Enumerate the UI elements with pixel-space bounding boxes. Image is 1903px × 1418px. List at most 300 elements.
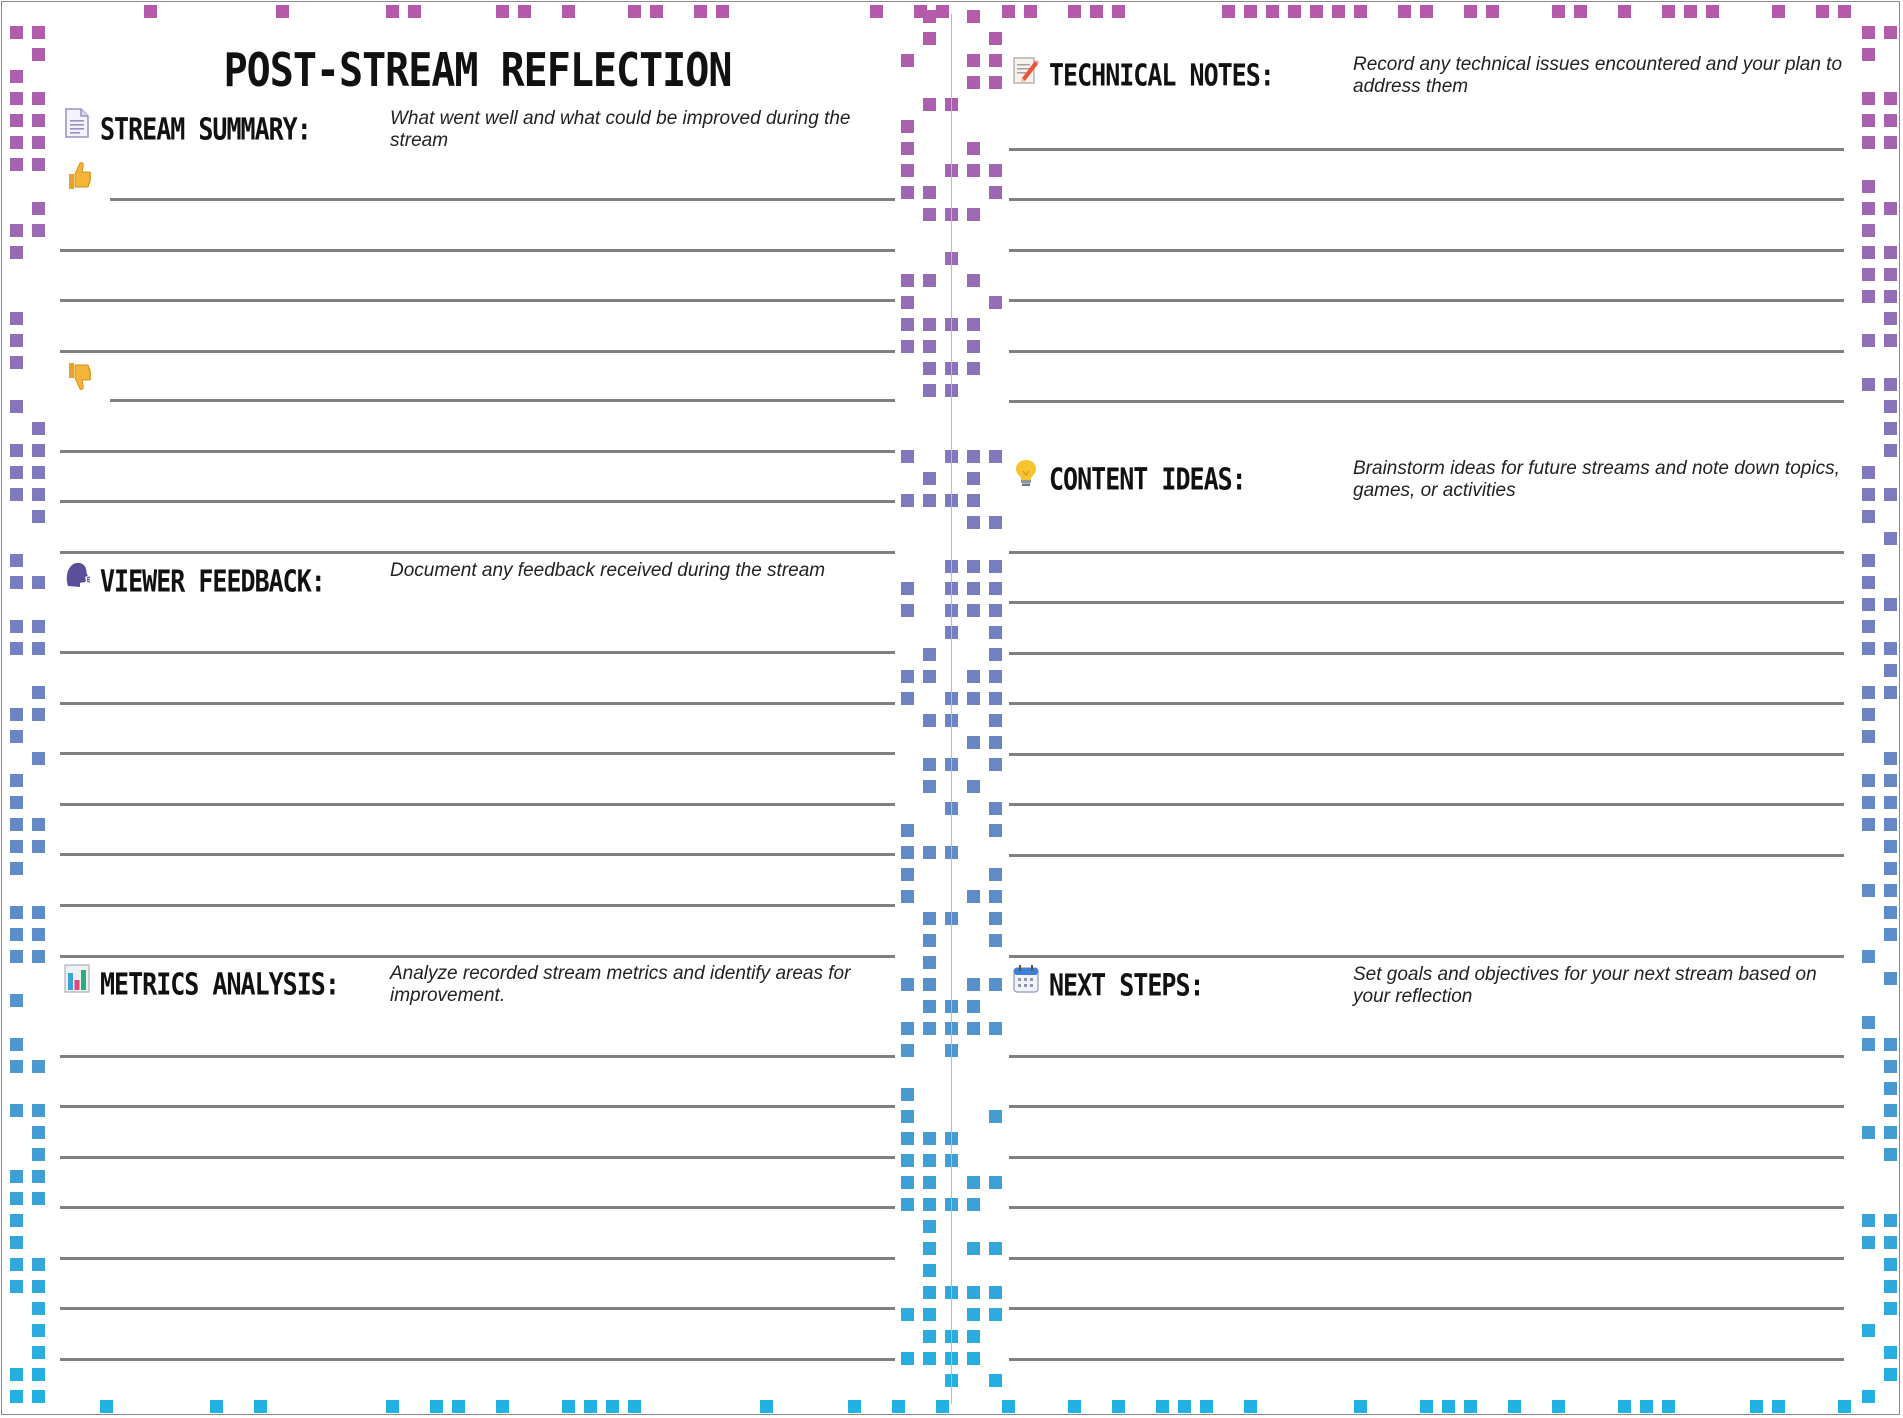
pixel-square bbox=[901, 296, 914, 309]
pixel-square bbox=[1884, 422, 1897, 435]
pixel-square bbox=[923, 956, 936, 969]
pixel-square bbox=[989, 1242, 1002, 1255]
pixel-square bbox=[967, 1286, 980, 1299]
pixel-square bbox=[1662, 1400, 1675, 1413]
pixel-square bbox=[923, 1220, 936, 1233]
pixel-square bbox=[1068, 5, 1081, 18]
pixel-square bbox=[144, 5, 157, 18]
pixel-square bbox=[32, 1280, 45, 1293]
pixel-square bbox=[1884, 818, 1897, 831]
pixel-square bbox=[1662, 5, 1675, 18]
pixel-square bbox=[1884, 92, 1897, 105]
pixel-square bbox=[989, 714, 1002, 727]
pixel-square bbox=[1862, 202, 1875, 215]
pixel-square bbox=[967, 736, 980, 749]
pixel-square bbox=[1862, 1390, 1875, 1403]
pixel-square bbox=[1884, 136, 1897, 149]
writing-line[interactable] bbox=[60, 955, 895, 958]
pixel-square bbox=[10, 224, 23, 237]
pixel-square bbox=[32, 1148, 45, 1161]
pixel-square bbox=[1772, 5, 1785, 18]
pixel-square bbox=[10, 1368, 23, 1381]
pixel-square bbox=[923, 1286, 936, 1299]
pixel-square bbox=[1862, 26, 1875, 39]
pixel-square bbox=[32, 818, 45, 831]
pixel-square bbox=[1508, 1400, 1521, 1413]
pixel-square bbox=[1862, 1324, 1875, 1337]
writing-line[interactable] bbox=[1009, 854, 1844, 857]
pixel-square bbox=[1862, 488, 1875, 501]
writing-line[interactable] bbox=[110, 399, 895, 402]
pixel-square bbox=[923, 1352, 936, 1365]
pixel-square bbox=[1862, 576, 1875, 589]
pixel-square bbox=[1884, 1368, 1897, 1381]
section-description: What went well and what could be improved during the stream bbox=[390, 108, 851, 151]
pixel-square bbox=[989, 692, 1002, 705]
writing-line[interactable] bbox=[60, 1358, 895, 1361]
writing-line[interactable] bbox=[60, 1307, 895, 1310]
writing-line[interactable] bbox=[1009, 148, 1844, 151]
pixel-square bbox=[10, 642, 23, 655]
pixel-square bbox=[1884, 312, 1897, 325]
pixel-square bbox=[32, 1192, 45, 1205]
pixel-square bbox=[1862, 686, 1875, 699]
pixel-square bbox=[923, 846, 936, 859]
pixel-square bbox=[1884, 906, 1897, 919]
pixel-square bbox=[967, 1198, 980, 1211]
pixel-square bbox=[923, 186, 936, 199]
pixel-square bbox=[989, 758, 1002, 771]
pixel-square bbox=[562, 5, 575, 18]
pixel-square bbox=[32, 48, 45, 61]
pixel-square bbox=[901, 494, 914, 507]
pixel-square bbox=[1178, 1400, 1191, 1413]
writing-line[interactable] bbox=[60, 350, 895, 353]
pixel-square bbox=[1884, 246, 1897, 259]
pixel-square bbox=[936, 1400, 949, 1413]
pixel-square bbox=[901, 1088, 914, 1101]
writing-line[interactable] bbox=[1009, 955, 1844, 958]
writing-line[interactable] bbox=[110, 198, 895, 201]
pixel-square bbox=[989, 824, 1002, 837]
writing-line[interactable] bbox=[60, 299, 895, 302]
pixel-square bbox=[430, 1400, 443, 1413]
pixel-square bbox=[1884, 1280, 1897, 1293]
pixel-square bbox=[1884, 796, 1897, 809]
writing-line[interactable] bbox=[1009, 1156, 1844, 1159]
pixel-square bbox=[923, 274, 936, 287]
pixel-square bbox=[1552, 5, 1565, 18]
pixel-square bbox=[32, 840, 45, 853]
pixel-square bbox=[1862, 378, 1875, 391]
writing-line[interactable] bbox=[60, 249, 895, 252]
pixel-square bbox=[967, 164, 980, 177]
page-title: POST-STREAM REFLECTION bbox=[223, 44, 732, 98]
pixel-square bbox=[1884, 488, 1897, 501]
writing-line[interactable] bbox=[1009, 1257, 1844, 1260]
writing-line[interactable] bbox=[1009, 1358, 1844, 1361]
pixel-square bbox=[10, 554, 23, 567]
memo-pencil-icon bbox=[1013, 54, 1039, 84]
pixel-square bbox=[32, 488, 45, 501]
section-header bbox=[1009, 54, 1844, 97]
pixel-square bbox=[1862, 334, 1875, 347]
pixel-square bbox=[10, 730, 23, 743]
pixel-square bbox=[1884, 114, 1897, 127]
pixel-square bbox=[32, 1368, 45, 1381]
pixel-square bbox=[1884, 334, 1897, 347]
pixel-square bbox=[10, 92, 23, 105]
pixel-square bbox=[32, 1258, 45, 1271]
writing-line[interactable] bbox=[60, 500, 895, 503]
pixel-square bbox=[1884, 664, 1897, 677]
pixel-square bbox=[967, 582, 980, 595]
pixel-square bbox=[386, 5, 399, 18]
pixel-square bbox=[923, 1000, 936, 1013]
pixel-square bbox=[989, 736, 1002, 749]
pixel-square bbox=[1862, 1126, 1875, 1139]
pixel-square bbox=[989, 516, 1002, 529]
pixel-square bbox=[1112, 5, 1125, 18]
pixel-square bbox=[923, 494, 936, 507]
pixel-square bbox=[901, 1132, 914, 1145]
writing-line[interactable] bbox=[1009, 601, 1844, 604]
pixel-square bbox=[1618, 1400, 1631, 1413]
writing-line[interactable] bbox=[1009, 299, 1844, 302]
pixel-square bbox=[1862, 796, 1875, 809]
pixel-square bbox=[10, 444, 23, 457]
pixel-square bbox=[10, 840, 23, 853]
pixel-square bbox=[32, 466, 45, 479]
pixel-square bbox=[989, 978, 1002, 991]
pixel-square bbox=[989, 802, 1002, 815]
pixel-square bbox=[989, 626, 1002, 639]
pixel-square bbox=[967, 494, 980, 507]
pixel-square bbox=[1884, 686, 1897, 699]
pixel-square bbox=[1862, 1016, 1875, 1029]
pixel-square bbox=[901, 450, 914, 463]
writing-line[interactable] bbox=[1009, 249, 1844, 252]
pixel-square bbox=[1884, 268, 1897, 281]
pixel-square bbox=[1618, 5, 1631, 18]
writing-line[interactable] bbox=[60, 1055, 895, 1058]
pixel-square bbox=[923, 318, 936, 331]
pixel-square bbox=[10, 136, 23, 149]
writing-line[interactable] bbox=[60, 803, 895, 806]
pixel-square bbox=[923, 1198, 936, 1211]
pixel-square bbox=[1884, 1060, 1897, 1073]
speaking-head-icon bbox=[64, 560, 90, 590]
pixel-square bbox=[901, 846, 914, 859]
pixel-square bbox=[989, 164, 1002, 177]
pixel-square bbox=[1862, 268, 1875, 281]
pixel-square bbox=[901, 54, 914, 67]
pixel-square bbox=[870, 5, 883, 18]
center-spine bbox=[951, 14, 952, 1404]
pixel-square bbox=[989, 1176, 1002, 1189]
pixel-square bbox=[923, 98, 936, 111]
pixel-square bbox=[923, 758, 936, 771]
pixel-square bbox=[923, 670, 936, 683]
pixel-square bbox=[967, 274, 980, 287]
pixel-square bbox=[1068, 1400, 1081, 1413]
pixel-square bbox=[32, 510, 45, 523]
pixel-square bbox=[1332, 5, 1345, 18]
pixel-square bbox=[1884, 884, 1897, 897]
pixel-square bbox=[386, 1400, 399, 1413]
pixel-square bbox=[10, 620, 23, 633]
pixel-square bbox=[1862, 554, 1875, 567]
pixel-square bbox=[10, 576, 23, 589]
pixel-square bbox=[32, 26, 45, 39]
pixel-square bbox=[901, 318, 914, 331]
pixel-square bbox=[1862, 774, 1875, 787]
section-description: Set goals and objectives for your next stream based on your reflection bbox=[1353, 964, 1817, 1007]
pixel-square bbox=[10, 950, 23, 963]
section-title: STREAM SUMMARY: bbox=[100, 112, 311, 147]
pixel-square bbox=[1420, 1400, 1433, 1413]
pixel-square bbox=[989, 560, 1002, 573]
pixel-square bbox=[989, 582, 1002, 595]
pixel-square bbox=[10, 774, 23, 787]
writing-line[interactable] bbox=[1009, 652, 1844, 655]
pixel-square bbox=[1884, 532, 1897, 545]
pixel-square bbox=[1862, 114, 1875, 127]
writing-line[interactable] bbox=[1009, 1307, 1844, 1310]
pixel-square bbox=[32, 1170, 45, 1183]
pixel-square bbox=[32, 92, 45, 105]
pixel-square bbox=[1862, 290, 1875, 303]
pixel-square bbox=[32, 752, 45, 765]
pixel-square bbox=[1464, 1400, 1477, 1413]
section-header bbox=[60, 108, 895, 151]
pixel-square bbox=[1862, 224, 1875, 237]
pixel-square bbox=[989, 1374, 1002, 1387]
pixel-square bbox=[923, 208, 936, 221]
pixel-square bbox=[1552, 1400, 1565, 1413]
pixel-square bbox=[32, 1126, 45, 1139]
pixel-square bbox=[1884, 26, 1897, 39]
pixel-square bbox=[967, 142, 980, 155]
pixel-square bbox=[1112, 1400, 1125, 1413]
pixel-square bbox=[901, 186, 914, 199]
pixel-square bbox=[967, 780, 980, 793]
writing-line[interactable] bbox=[1009, 753, 1844, 756]
pixel-square bbox=[1884, 928, 1897, 941]
pixel-square bbox=[901, 340, 914, 353]
pixel-square bbox=[10, 994, 23, 1007]
pixel-square bbox=[989, 912, 1002, 925]
pixel-square bbox=[967, 560, 980, 573]
pixel-square bbox=[967, 1176, 980, 1189]
pixel-square bbox=[967, 890, 980, 903]
pixel-square bbox=[1884, 642, 1897, 655]
document-icon bbox=[64, 108, 90, 138]
light-bulb-icon bbox=[1013, 458, 1039, 488]
pixel-square bbox=[10, 246, 23, 259]
pixel-square bbox=[10, 1170, 23, 1183]
pixel-square bbox=[989, 450, 1002, 463]
pixel-square bbox=[628, 5, 641, 18]
writing-line[interactable] bbox=[1009, 350, 1844, 353]
pixel-square bbox=[210, 1400, 223, 1413]
writing-line[interactable] bbox=[1009, 1055, 1844, 1058]
pixel-square bbox=[10, 1192, 23, 1205]
writing-line[interactable] bbox=[60, 551, 895, 554]
pixel-square bbox=[967, 10, 980, 23]
pixel-square bbox=[1862, 48, 1875, 61]
writing-line[interactable] bbox=[1009, 400, 1844, 403]
pixel-square bbox=[10, 1038, 23, 1051]
writing-line[interactable] bbox=[60, 1206, 895, 1209]
pixel-square bbox=[1884, 444, 1897, 457]
pixel-square bbox=[10, 70, 23, 83]
pixel-square bbox=[923, 340, 936, 353]
pixel-square bbox=[32, 1302, 45, 1315]
pixel-square bbox=[989, 186, 1002, 199]
section-header bbox=[1009, 964, 1844, 1007]
pixel-square bbox=[32, 444, 45, 457]
pixel-square bbox=[989, 648, 1002, 661]
section-title: METRICS ANALYSIS: bbox=[100, 967, 339, 1002]
pixel-square bbox=[1244, 1400, 1257, 1413]
writing-line[interactable] bbox=[60, 651, 895, 654]
bar-chart-icon bbox=[64, 963, 90, 993]
pixel-square bbox=[32, 422, 45, 435]
pixel-square bbox=[10, 1214, 23, 1227]
pixel-square bbox=[1486, 5, 1499, 18]
writing-line[interactable] bbox=[60, 853, 895, 856]
pixel-square bbox=[967, 670, 980, 683]
pixel-square bbox=[650, 5, 663, 18]
thumbs-up-icon bbox=[66, 160, 92, 192]
pixel-square bbox=[1884, 1214, 1897, 1227]
pixel-square bbox=[901, 824, 914, 837]
pixel-square bbox=[1884, 862, 1897, 875]
pixel-square bbox=[923, 1264, 936, 1277]
writing-line[interactable] bbox=[60, 752, 895, 755]
pixel-square bbox=[1222, 5, 1235, 18]
pixel-square bbox=[10, 466, 23, 479]
pixel-square bbox=[967, 208, 980, 221]
section-title: CONTENT IDEAS: bbox=[1049, 462, 1246, 497]
pixel-square bbox=[32, 950, 45, 963]
pixel-square bbox=[408, 5, 421, 18]
pixel-square bbox=[1884, 400, 1897, 413]
writing-line[interactable] bbox=[60, 702, 895, 705]
pixel-square bbox=[32, 686, 45, 699]
pixel-square bbox=[923, 384, 936, 397]
pixel-square bbox=[967, 604, 980, 617]
writing-line[interactable] bbox=[1009, 702, 1844, 705]
pixel-square bbox=[901, 692, 914, 705]
pixel-square bbox=[967, 54, 980, 67]
pixel-square bbox=[32, 136, 45, 149]
pixel-square bbox=[1862, 620, 1875, 633]
writing-line[interactable] bbox=[1009, 551, 1844, 554]
pixel-square bbox=[1310, 5, 1323, 18]
pixel-square bbox=[1024, 5, 1037, 18]
pixel-square bbox=[562, 1400, 575, 1413]
pixel-square bbox=[32, 1324, 45, 1337]
pixel-square bbox=[1884, 752, 1897, 765]
pixel-square bbox=[923, 1242, 936, 1255]
pixel-square bbox=[1862, 510, 1875, 523]
pixel-square bbox=[32, 708, 45, 721]
pixel-square bbox=[32, 224, 45, 237]
pixel-square bbox=[1862, 1236, 1875, 1249]
pixel-square bbox=[1862, 642, 1875, 655]
writing-line[interactable] bbox=[1009, 198, 1844, 201]
pixel-square bbox=[10, 1280, 23, 1293]
pixel-square bbox=[967, 692, 980, 705]
pixel-square bbox=[1684, 5, 1697, 18]
pixel-square bbox=[967, 472, 980, 485]
pixel-square bbox=[901, 1198, 914, 1211]
pixel-square bbox=[1090, 5, 1103, 18]
pixel-square bbox=[10, 928, 23, 941]
pixel-square bbox=[1884, 598, 1897, 611]
pixel-square bbox=[10, 906, 23, 919]
pixel-square bbox=[967, 362, 980, 375]
writing-line[interactable] bbox=[1009, 1105, 1844, 1108]
writing-line[interactable] bbox=[60, 1257, 895, 1260]
pixel-square bbox=[923, 978, 936, 991]
pixel-square bbox=[901, 1044, 914, 1057]
pixel-square bbox=[254, 1400, 267, 1413]
pixel-square bbox=[1884, 1148, 1897, 1161]
pixel-square bbox=[1398, 5, 1411, 18]
pixel-square bbox=[32, 158, 45, 171]
writing-line[interactable] bbox=[1009, 1206, 1844, 1209]
writing-line[interactable] bbox=[1009, 803, 1844, 806]
pixel-square bbox=[901, 1176, 914, 1189]
pixel-square bbox=[1750, 1400, 1763, 1413]
pixel-square bbox=[901, 1352, 914, 1365]
writing-line[interactable] bbox=[60, 1156, 895, 1159]
pixel-square bbox=[32, 1390, 45, 1403]
pixel-square bbox=[32, 1346, 45, 1359]
pixel-square bbox=[901, 582, 914, 595]
writing-line[interactable] bbox=[60, 450, 895, 453]
pixel-square bbox=[32, 642, 45, 655]
pixel-square bbox=[694, 5, 707, 18]
pixel-square bbox=[10, 1236, 23, 1249]
pixel-square bbox=[923, 1132, 936, 1145]
pixel-square bbox=[10, 488, 23, 501]
pixel-square bbox=[1574, 5, 1587, 18]
pixel-square bbox=[1354, 5, 1367, 18]
pixel-square bbox=[518, 5, 531, 18]
pixel-square bbox=[901, 120, 914, 133]
pixel-square bbox=[967, 1352, 980, 1365]
pixel-square bbox=[923, 32, 936, 45]
pixel-square bbox=[32, 114, 45, 127]
pixel-square bbox=[10, 334, 23, 347]
pixel-square bbox=[452, 1400, 465, 1413]
pixel-square bbox=[848, 1400, 861, 1413]
pixel-square bbox=[901, 1110, 914, 1123]
writing-line[interactable] bbox=[60, 904, 895, 907]
pixel-square bbox=[967, 1330, 980, 1343]
section-title: TECHNICAL NOTES: bbox=[1049, 58, 1274, 93]
writing-line[interactable] bbox=[60, 1105, 895, 1108]
pixel-square bbox=[10, 26, 23, 39]
pixel-square bbox=[10, 1060, 23, 1073]
section-description: Document any feedback received during the stream bbox=[390, 560, 826, 581]
pixel-square bbox=[901, 164, 914, 177]
pixel-square bbox=[10, 158, 23, 171]
